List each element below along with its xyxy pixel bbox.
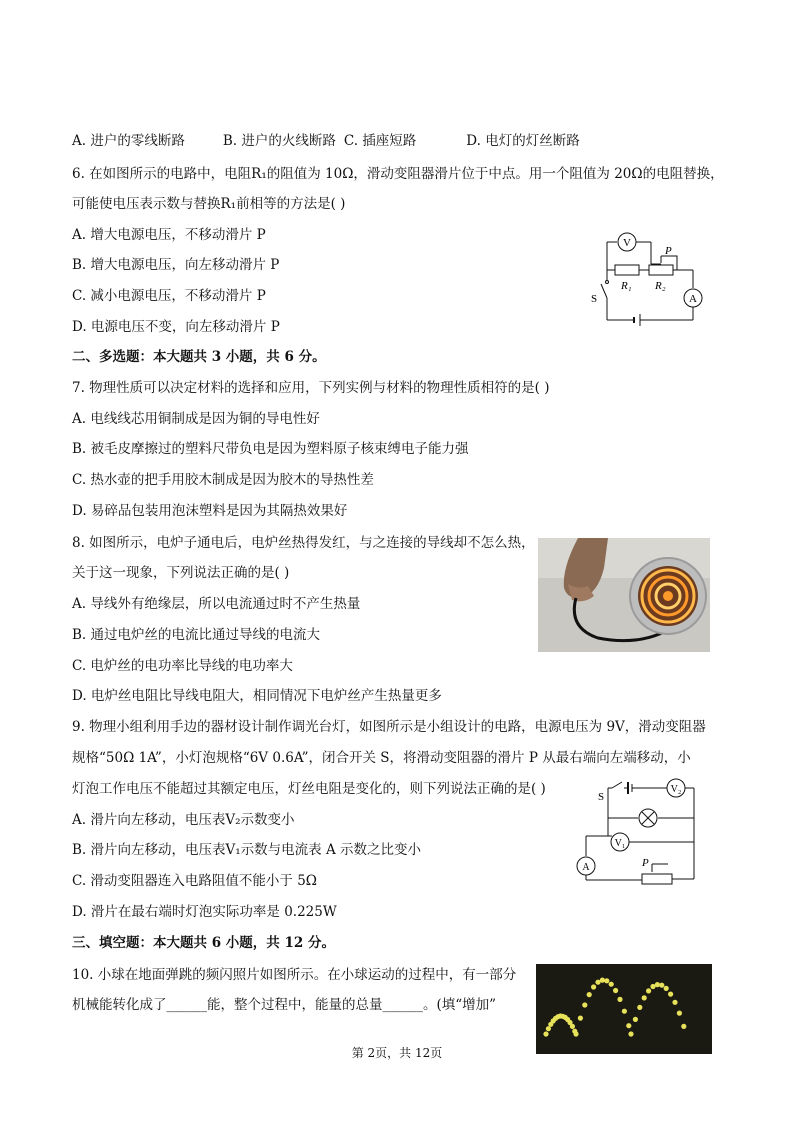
q6-circuit-diagram: [585, 228, 715, 328]
q6-r2-label: R₂: [655, 280, 666, 292]
page-footer: 第 2页，共 12页: [351, 1046, 443, 1060]
q7-option-c: C. 热水壶的把手用胶木制成是因为胶木的导热性差: [72, 472, 374, 488]
ball-dot: [582, 1002, 587, 1007]
ball-dot: [578, 1016, 583, 1021]
q9-slider-label: P: [642, 857, 649, 869]
ball-dot: [604, 978, 609, 983]
ball-dot: [646, 988, 651, 993]
q9-switch-label: S: [598, 791, 605, 803]
ball-dot: [659, 983, 664, 988]
ball-dot: [573, 1031, 578, 1036]
ball-dot: [628, 1031, 633, 1036]
q9-v2-label: V₂: [670, 784, 682, 795]
q6-option-a: A. 增大电源电压，不移动滑片 P: [72, 227, 266, 243]
ball-dot: [546, 1026, 551, 1031]
q7-option-a: A. 电线线芯用铜制成是因为铜的导电性好: [72, 411, 320, 427]
q6-option-b: B. 增大电源电压，向左移动滑片 P: [72, 257, 280, 273]
ball-dot: [672, 1000, 677, 1005]
ball-dot: [642, 995, 647, 1000]
ball-dot: [677, 1011, 682, 1016]
q7-option-d: D. 易碎品包装用泡沫塑料是因为其隔热效果好: [72, 503, 348, 519]
ball-dot: [543, 1031, 548, 1036]
ball-dot: [664, 986, 669, 991]
q6-ammeter-label: A: [689, 293, 697, 305]
q8-option-c: C. 电炉丝的电功率比导线的电功率大: [72, 658, 293, 674]
q7-stem: 7. 物理性质可以决定材料的选择和应用，下列实例与材料的物理性质相符的是( ): [72, 380, 550, 396]
q5-option-a: A. 进户的零线断路: [72, 133, 185, 149]
ball-dot: [613, 988, 618, 993]
q5-option-c: C. 插座短路: [343, 133, 417, 149]
q6-stem-line1: 6. 在如图所示的电路中，电阻R₁的阻值为 10Ω，滑动变阻器滑片位于中点。用一个阻值为 20Ω的电阻替换，: [72, 166, 724, 182]
ball-dot: [617, 997, 622, 1002]
ball-dot: [626, 1023, 631, 1028]
q9-circuit-diagram: [572, 778, 712, 888]
q6-option-c: C. 减小电源电压，不移动滑片 P: [72, 288, 266, 304]
section-fill-in-heading: 三、填空题：本大题共 6 小题，共 12 分。: [72, 935, 335, 951]
q6-switch-label: S: [591, 293, 598, 305]
q9-stem-line2: 规格“50Ω 1A”，小灯泡规格“6V 0.6A”，闭合开关 S，将滑动变阻器的滑片 P 从最右端向左端移动，小: [72, 750, 691, 766]
q8-option-a: A. 导线外有绝缘层，所以电流通过时不产生热量: [72, 596, 361, 612]
q10-bouncing-ball-photo: [536, 964, 712, 1054]
q7-option-b: B. 被毛皮摩擦过的塑料尺带负电是因为塑料原子核束缚电子能力强: [72, 441, 469, 457]
q6-option-d: D. 电源电压不变，向左移动滑片 P: [72, 319, 280, 335]
q8-option-d: D. 电炉丝电阻比导线电阻大，相同情况下电炉丝产生热量更多: [72, 688, 442, 704]
section-multiple-choice-heading: 二、多选题：本大题共 3 小题，共 6 分。: [72, 349, 326, 365]
ball-dot: [681, 1024, 686, 1029]
q9-stem-line3: 灯泡工作电压不能超过其额定电压，灯丝电阻是变化的，则下列说法正确的是( ): [72, 781, 546, 797]
q6-voltmeter-label: V: [623, 237, 631, 249]
q5-option-b: B. 进户的火线断路: [222, 133, 336, 149]
q8-stem-line2: 关于这一现象，下列说法正确的是( ): [72, 565, 290, 581]
q9-ammeter-label: A: [582, 862, 590, 873]
ball-dot: [600, 978, 605, 983]
q5-options: [72, 132, 620, 150]
q10-stem-line2: 机械能转化成了______能，整个过程中，能量的总量______。(填“增加”: [72, 997, 497, 1013]
ball-dot: [637, 1005, 642, 1010]
q9-v1-label: V₁: [614, 838, 626, 849]
q6-stem-line2: 可能使电压表示数与替换R₁前相等的方法是( ): [72, 196, 346, 212]
ball-dot: [655, 982, 660, 987]
q9-stem-line1: 9. 物理小组利用手边的器材设计制作调光台灯，如图所示是小组设计的电路，电源电压为 9V，滑动变阻器: [72, 719, 706, 735]
ball-dot: [570, 1024, 575, 1029]
q10-stem-line1: 10. 小球在地面弹跳的频闪照片如图所示。在小球运动的过程中，有一部分: [72, 967, 517, 983]
ball-dot: [591, 984, 596, 989]
q6-slider-label: P: [665, 245, 672, 257]
q9-option-a: A. 滑片向左移动，电压表V₂示数变小: [72, 812, 295, 828]
q5-option-d: D. 电灯的灯丝断路: [466, 133, 580, 149]
q6-r1-label: R₁: [621, 280, 632, 292]
q9-option-d: D. 滑片在最右端时灯泡实际功率是 0.225W: [72, 904, 337, 920]
ball-dot: [609, 982, 614, 987]
ball-dot: [587, 992, 592, 997]
ball-dot: [668, 992, 673, 997]
ball-dot: [633, 1017, 638, 1022]
q9-option-b: B. 滑片向左移动，电压表V₁示数与电流表 A 示数之比变小: [72, 842, 421, 858]
q8-stem-line1: 8. 如图所示，电炉子通电后，电炉丝热得发红，与之连接的导线却不怎么热，: [72, 535, 535, 551]
ball-dot: [622, 1009, 627, 1014]
q8-option-b: B. 通过电炉丝的电流比通过导线的电流大: [72, 627, 321, 643]
q9-option-c: C. 滑动变阻器连入电路阻值不能小于 5Ω: [72, 873, 318, 889]
q8-electric-stove-photo: [538, 538, 710, 652]
